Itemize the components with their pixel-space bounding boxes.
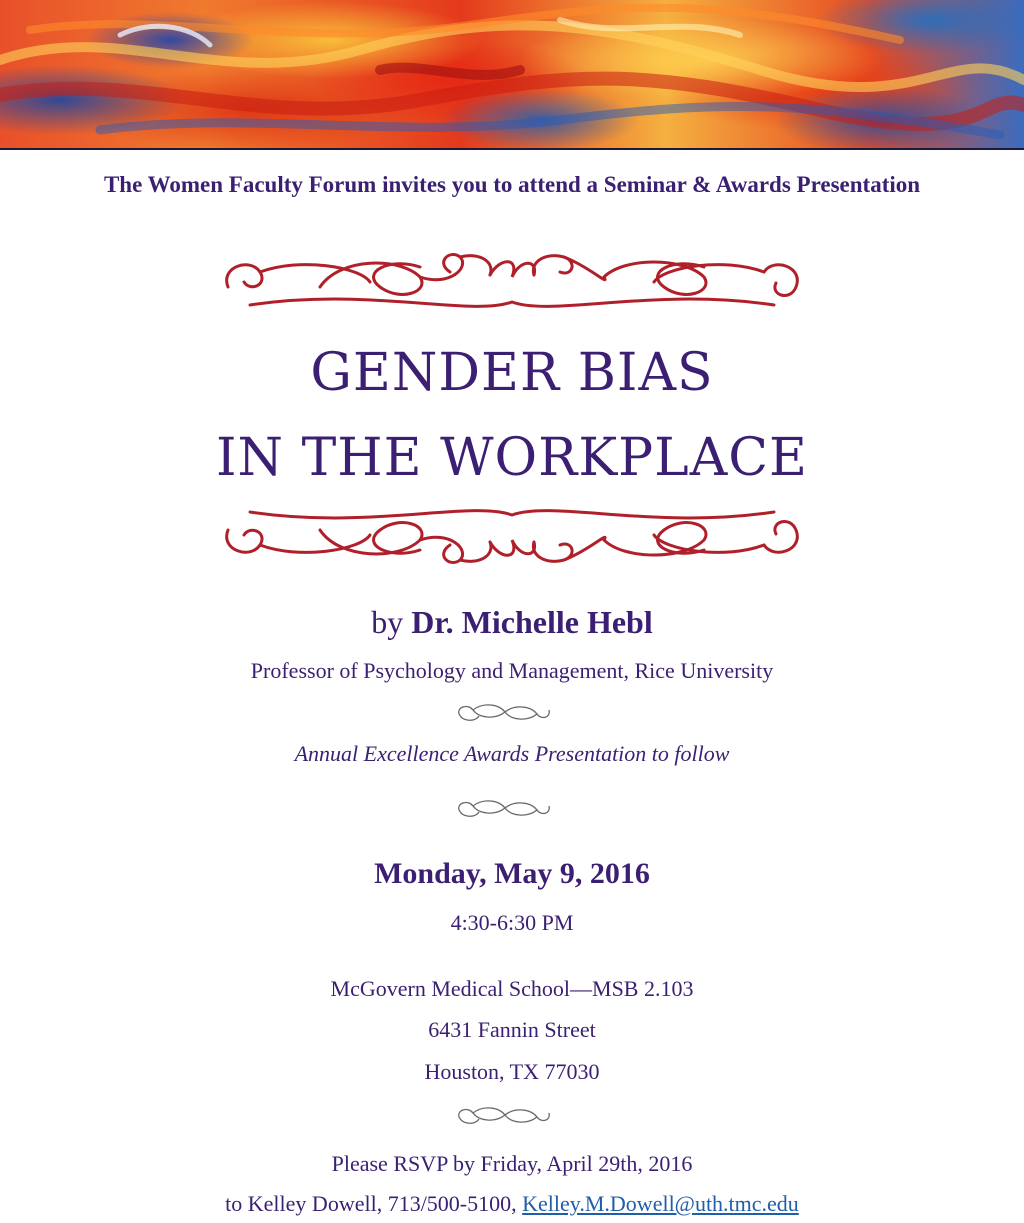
location-city: Houston, TX 77030 bbox=[424, 1059, 600, 1084]
speaker-affiliation: Professor of Psychology and Management, Rice University bbox=[250, 658, 774, 683]
banner-brushstrokes bbox=[0, 0, 1024, 148]
small-flourish-divider bbox=[455, 796, 553, 822]
top-scroll-flourish bbox=[220, 247, 804, 317]
small-flourish-divider bbox=[455, 1103, 553, 1129]
speaker-name: Dr. Michelle Hebl bbox=[411, 604, 653, 640]
bottom-scroll-flourish bbox=[220, 500, 804, 570]
rsvp-contact bbox=[0, 1191, 1024, 1217]
speaker-line bbox=[0, 604, 1024, 641]
small-flourish-divider bbox=[455, 700, 553, 726]
rsvp-contact-prefix: to Kelley Dowell, 713/500-5100, bbox=[225, 1191, 517, 1216]
rsvp-email-link[interactable]: Kelley.M.Dowell@uth.tmc.edu bbox=[522, 1191, 799, 1216]
abstract-painting-banner bbox=[0, 0, 1024, 150]
rsvp-deadline: Please RSVP by Friday, April 29th, 2016 bbox=[331, 1151, 693, 1176]
title-line-2: IN THE WORKPLACE bbox=[216, 428, 808, 488]
invitation-line: The Women Faculty Forum invites you to attend a Seminar & Awards Presentation bbox=[103, 172, 921, 197]
location-street: 6431 Fannin Street bbox=[428, 1017, 596, 1042]
event-time: 4:30-6:30 PM bbox=[450, 910, 574, 935]
awards-followup: Annual Excellence Awards Presentation to follow bbox=[294, 741, 730, 766]
title-line-1: GENDER BIAS bbox=[310, 343, 714, 403]
location-building: McGovern Medical School—MSB 2.103 bbox=[330, 976, 694, 1001]
speaker-prefix: by bbox=[371, 604, 404, 640]
event-date: Monday, May 9, 2016 bbox=[374, 857, 650, 890]
